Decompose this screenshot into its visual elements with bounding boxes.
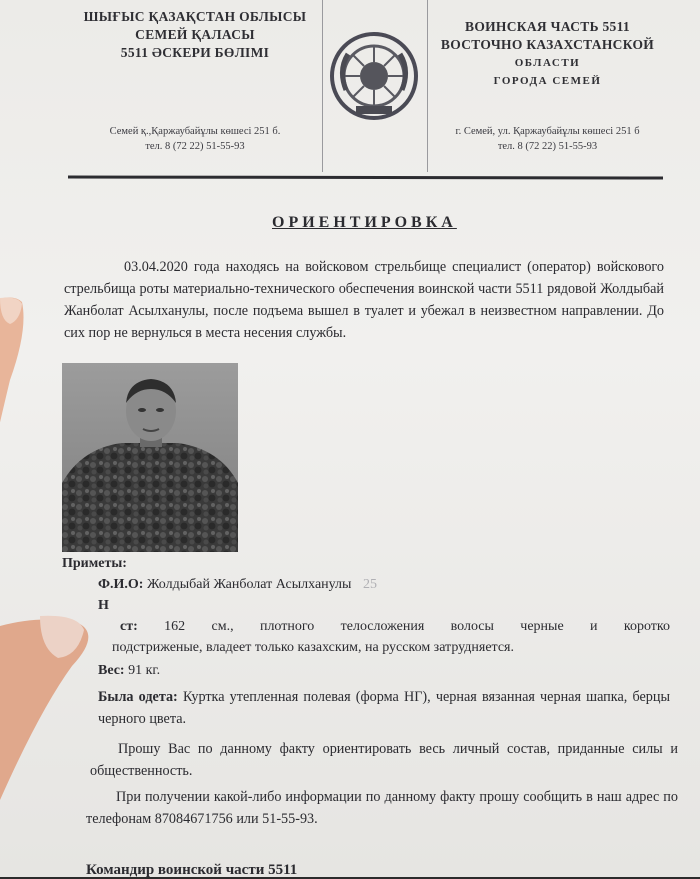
state-emblem-icon: [328, 30, 420, 122]
dress-value: Куртка утепленная полевая (форма НГ), черная вязанная черная шапка, берцы черного цвета.: [98, 689, 670, 727]
dress-label: Была одета:: [98, 689, 178, 705]
suspect-photo: [62, 363, 238, 552]
request-paragraph: Прошу Вас по данному факту ориентировать весь личный состав, приданные силы и общественность.: [90, 741, 678, 779]
header-left-line1: ШЫҒЫС ҚАЗАҚСТАН ОБЛЫСЫ: [83, 9, 307, 24]
header-right-line2: ВОСТОЧНО КАЗАХСТАНСКОЙ: [440, 37, 655, 52]
n-label: Н: [98, 598, 109, 613]
header-right-line4: ГОРОДА СЕМЕЙ: [493, 75, 602, 87]
header-left-line2: СЕМЕЙ ҚАЛАСЫ: [135, 27, 255, 42]
weight-label: Вес:: [98, 663, 125, 678]
header-right-line1: ВОИНСКАЯ ЧАСТЬ 5511: [465, 19, 630, 34]
header-right-phone: тел. 8 (72 22) 51-55-93: [497, 141, 598, 152]
header-right-line3: ОБЛАСТИ: [514, 57, 581, 69]
header-left: [60, 8, 330, 154]
fio-line: [98, 577, 377, 593]
header-right-address: г. Семей, ул. Қаржаубайұлы көшесі 251 б: [455, 126, 640, 137]
fio-extra: 25: [362, 577, 377, 592]
footer-signature: Командир воинской части 5511: [86, 862, 298, 878]
height-label: ст:: [120, 619, 138, 634]
header-rule: [68, 175, 663, 179]
fio-label: Ф.И.О:: [98, 577, 144, 592]
header-left-address: Семей қ.,Қаржаубайұлы көшесі 251 б.: [109, 126, 281, 137]
dress-paragraph: [98, 686, 670, 730]
finger-bottom: [0, 600, 120, 800]
height-line-2: подстриженые, владеет только казахским, на русском затрудняется.: [112, 640, 514, 655]
contact-paragraph: При получении какой-либо информации по данному факту прошу сообщить в наш адрес по телефонам 87084671756 или 51-55-93.: [86, 789, 678, 827]
header-left-phone: тел. 8 (72 22) 51-55-93: [145, 141, 245, 152]
height-value: 162 см., плотного телосложения волосы черные и коротко: [164, 619, 670, 634]
fio-value: Жолдыбай Жанболат Асылханулы: [146, 577, 352, 592]
finger-top: [0, 290, 60, 510]
header-divider-right: [427, 0, 428, 172]
weight-value: 91 кг.: [128, 663, 161, 678]
header-left-line3: 5511 ӘСКЕРИ БӨЛІМІ: [120, 45, 270, 60]
document-title: ОРИЕНТИРОВКА: [272, 214, 457, 231]
height-line: [120, 619, 670, 635]
header-divider-left: [322, 0, 323, 172]
header-right: [430, 18, 665, 154]
signs-heading: Приметы:: [62, 556, 127, 571]
intro-paragraph: 03.04.2020 года находясь на войсковом стрельбище специалист (оператор) войскового стрельбища роты материально-технического обеспечения воинской части 5511 рядовой Жолдыбай Жанболат Асылханулы, после подъема вышел в туалет и убежал в неизвестном направлении. До сих пор не вернулься в места несения службы.: [64, 259, 664, 341]
